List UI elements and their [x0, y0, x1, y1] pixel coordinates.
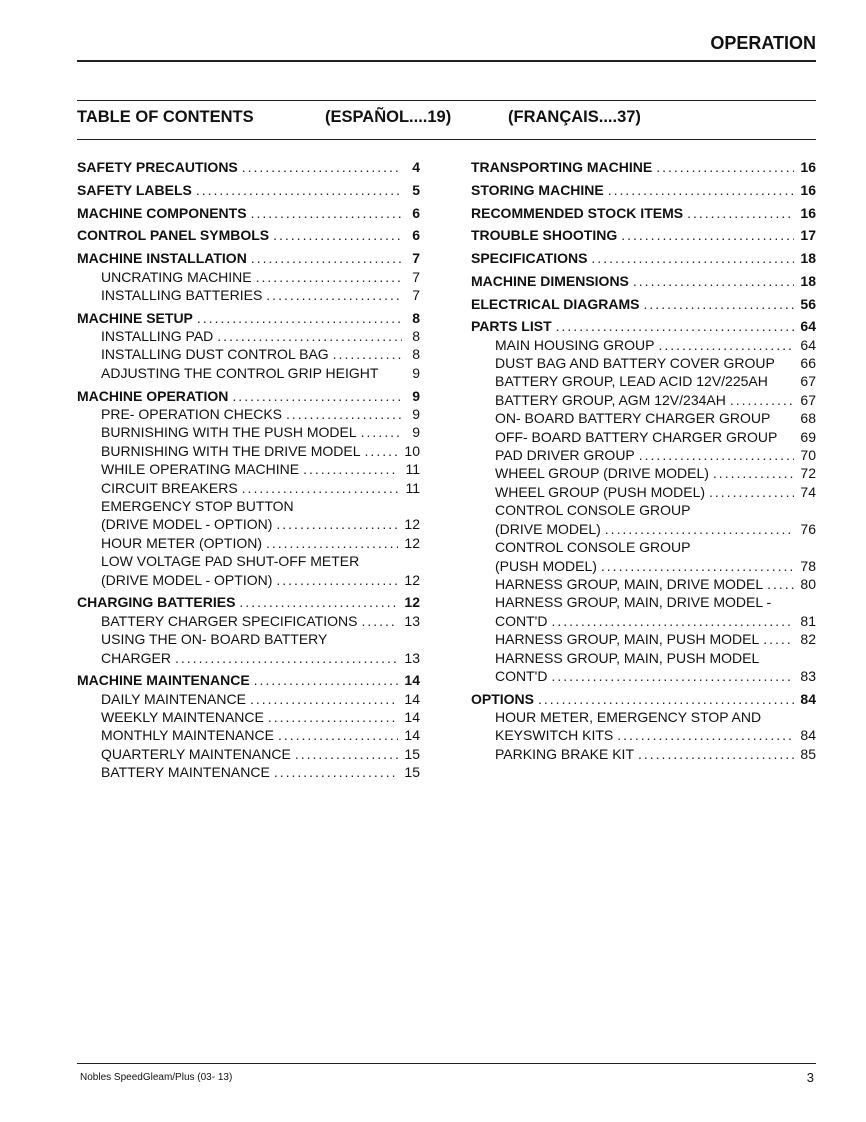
toc-page-number: 8: [412, 309, 420, 326]
toc-page-number: 6: [412, 227, 420, 244]
dot-leader: [251, 204, 402, 222]
toc-page-number: 12: [404, 571, 420, 588]
toc-entry-label-line: CONTROL CONSOLE GROUP: [495, 539, 691, 556]
toc-entry-label: RECOMMENDED STOCK ITEMS: [471, 204, 684, 221]
toc-page-number: 56: [800, 295, 816, 312]
toc-entry-label: BATTERY GROUP, AGM 12V/234AH: [495, 391, 726, 408]
toc-section-entry[interactable]: [471, 226, 816, 244]
toc-entry-label-line: CONTROL CONSOLE GROUP: [495, 502, 691, 519]
dot-leader: [591, 249, 794, 267]
dot-leader: [601, 557, 794, 575]
dot-leader: [658, 336, 794, 354]
dot-leader: [644, 295, 794, 313]
toc-subsection-entry[interactable]: [77, 286, 420, 304]
toc-subsection-entry[interactable]: [471, 483, 816, 501]
dot-leader: [276, 571, 398, 589]
toc-page-number: 14: [404, 709, 420, 726]
footer-page-number: 3: [806, 1070, 814, 1085]
toc-subsection-entry[interactable]: [77, 552, 420, 589]
toc-subsection-entry[interactable]: [77, 763, 420, 781]
dot-leader: [551, 612, 794, 630]
toc-subsection-entry[interactable]: [77, 345, 420, 363]
toc-section-entry[interactable]: [471, 272, 816, 290]
toc-entry-label: (PUSH MODEL): [495, 557, 597, 574]
toc-section-entry[interactable]: [77, 204, 420, 222]
toc-entry-label: PAD DRIVER GROUP: [495, 447, 635, 464]
dot-leader: [266, 286, 402, 304]
toc-page-number: 12: [404, 594, 420, 611]
toc-subsection-entry[interactable]: [77, 612, 420, 630]
dot-leader: [639, 446, 794, 464]
toc-subsection-entry[interactable]: [471, 428, 816, 446]
toc-subsection-entry[interactable]: [77, 690, 420, 708]
toc-entry-label: SAFETY LABELS: [77, 182, 192, 198]
dot-leader: [250, 690, 398, 708]
toc-page-number: 67: [800, 391, 816, 408]
toc-entry-label: INSTALLING PAD: [101, 328, 214, 345]
toc-section-entry[interactable]: [77, 181, 420, 199]
dot-leader: [242, 158, 402, 176]
toc-subsection-entry[interactable]: [471, 391, 816, 409]
toc-entry-label: INSTALLING DUST CONTROL BAG: [101, 346, 329, 363]
toc-entry-label: BATTERY CHARGER SPECIFICATIONS: [101, 612, 358, 629]
dot-leader: [254, 671, 398, 689]
toc-entry-label: MACHINE MAINTENANCE: [77, 672, 250, 689]
toc-page-number: 16: [800, 159, 816, 176]
toc-page-number: 66: [800, 355, 816, 372]
toc-subsection-entry[interactable]: [77, 479, 420, 497]
toc-subsection-entry[interactable]: [77, 442, 420, 460]
dot-leader: [266, 534, 398, 552]
footer-manual-title: Nobles SpeedGleam/Plus (03- 13): [80, 1072, 233, 1083]
dot-leader: [633, 272, 794, 290]
dot-leader: [286, 405, 402, 423]
toc-entry-label: SAFETY PRECAUTIONS: [77, 159, 238, 176]
toc-page-number: 80: [800, 575, 816, 592]
dot-leader: [687, 204, 794, 222]
toc-entry-label: HOUR METER (OPTION): [101, 534, 262, 551]
toc-entry-label-line: LOW VOLTAGE PAD SHUT-OFF METER: [101, 553, 360, 570]
dot-leader: [256, 268, 402, 286]
toc-subsection-entry[interactable]: [77, 726, 420, 744]
dot-leader: [232, 387, 402, 405]
toc-top-rule: [77, 100, 816, 101]
toc-page-number: 15: [404, 764, 420, 781]
toc-section-entry[interactable]: [77, 671, 420, 689]
toc-subsection-entry[interactable]: [471, 538, 816, 575]
dot-leader: [556, 317, 794, 335]
toc-entry-label: DAILY MAINTENANCE: [101, 690, 246, 707]
toc-subsection-entry[interactable]: [471, 372, 816, 390]
dot-leader: [251, 249, 402, 267]
toc-entry-label: WHEEL GROUP (PUSH MODEL): [495, 483, 706, 500]
toc-entry-label: (DRIVE MODEL - OPTION): [101, 516, 273, 533]
toc-entry-label: MACHINE OPERATION: [77, 387, 229, 404]
toc-section-entry[interactable]: [77, 249, 420, 267]
toc-entry-label: PARKING BRAKE KIT: [495, 745, 634, 762]
toc-subsection-entry[interactable]: [77, 534, 420, 552]
toc-page-number: 5: [412, 182, 420, 198]
toc-section-entry[interactable]: [471, 158, 816, 176]
toc-page-number: 9: [412, 424, 420, 441]
toc-right-column: [471, 154, 816, 763]
toc-entry-label: CONTROL PANEL SYMBOLS: [77, 227, 270, 244]
toc-page-number: 15: [404, 745, 420, 762]
dot-leader: [276, 515, 398, 533]
toc-entry-label: CHARGING BATTERIES: [77, 594, 236, 611]
toc-section-entry[interactable]: [471, 317, 816, 335]
toc-page-number: 76: [800, 520, 816, 537]
dot-leader: [551, 667, 794, 685]
toc-subsection-entry[interactable]: [471, 464, 816, 482]
dot-leader: [608, 181, 794, 199]
toc-subsection-entry[interactable]: [471, 501, 816, 538]
toc-subsection-entry[interactable]: [471, 593, 816, 630]
toc-entry-label: WEEKLY MAINTENANCE: [101, 709, 264, 726]
toc-subsection-entry[interactable]: [471, 630, 816, 648]
toc-entry-label: MACHINE INSTALLATION: [77, 250, 247, 267]
dot-leader: [361, 423, 402, 441]
toc-page-number: 72: [800, 465, 816, 482]
toc-page-number: 7: [412, 250, 420, 267]
toc-page-number: 69: [800, 428, 816, 445]
toc-page-number: 7: [412, 268, 420, 285]
toc-entry-label-line: EMERGENCY STOP BUTTON: [101, 497, 294, 514]
toc-entry-label: BATTERY MAINTENANCE: [101, 764, 270, 781]
dot-leader: [763, 630, 794, 648]
toc-subsection-entry[interactable]: [77, 497, 420, 534]
toc-entry-label: CHARGER: [101, 649, 172, 666]
toc-entry-label: UNCRATING MACHINE: [101, 268, 252, 285]
toc-entry-label: (DRIVE MODEL - OPTION): [101, 571, 273, 588]
toc-page-number: 14: [404, 672, 420, 689]
toc-entry-label: QUARTERLY MAINTENANCE: [101, 745, 291, 762]
dot-leader: [365, 442, 398, 460]
dot-leader: [175, 649, 398, 667]
dot-leader: [617, 726, 794, 744]
toc-entry-label: WHILE OPERATING MACHINE: [101, 461, 300, 478]
dot-leader: [217, 327, 402, 345]
dot-leader: [278, 726, 398, 744]
toc-section-entry[interactable]: [471, 181, 816, 199]
dot-leader: [730, 391, 794, 409]
toc-subsection-entry[interactable]: [77, 630, 420, 667]
toc-entry-label: MONTHLY MAINTENANCE: [101, 727, 274, 744]
toc-page-number: 7: [412, 286, 420, 303]
toc-entry-label: CIRCUIT BREAKERS: [101, 479, 238, 496]
toc-entry-label: MACHINE COMPONENTS: [77, 204, 247, 221]
dot-leader: [295, 745, 398, 763]
toc-page-number: 10: [404, 442, 420, 459]
toc-page-number: 14: [404, 727, 420, 744]
dot-leader: [274, 763, 398, 781]
toc-subsection-entry[interactable]: [471, 354, 816, 372]
toc-left-column: [77, 154, 420, 782]
espanol-link[interactable]: (ESPAÑOL....19): [325, 108, 452, 126]
toc-entry-label: HARNESS GROUP, MAIN, PUSH MODEL: [495, 631, 760, 648]
dot-leader: [638, 745, 794, 763]
toc-entry-label: DUST BAG AND BATTERY COVER GROUP: [495, 355, 775, 372]
toc-entry-label: PRE- OPERATION CHECKS: [101, 405, 282, 422]
toc-page-number: 8: [412, 346, 420, 363]
toc-page-number: 16: [800, 182, 816, 198]
dot-leader: [268, 708, 398, 726]
toc-page-number: 64: [800, 336, 816, 353]
dot-leader: [273, 226, 402, 244]
toc-subsection-entry[interactable]: [77, 460, 420, 478]
toc-entry-label: SPECIFICATIONS: [471, 250, 588, 267]
toc-subsection-entry[interactable]: [471, 708, 816, 745]
toc-subsection-entry[interactable]: [471, 745, 816, 763]
toc-entry-label: ELECTRICAL DIAGRAMS: [471, 295, 640, 312]
toc-page-number: 82: [800, 631, 816, 648]
toc-section-entry[interactable]: [471, 249, 816, 267]
section-title: OPERATION: [710, 33, 816, 53]
toc-entry-label: (DRIVE MODEL): [495, 520, 601, 537]
toc-page-number: 64: [800, 318, 816, 335]
toc-page-number: 8: [412, 328, 420, 345]
toc-page-number: 17: [800, 227, 816, 244]
toc-page-number: 11: [405, 461, 420, 478]
toc-entry-label: CONT'D: [495, 667, 548, 684]
dot-leader: [303, 460, 398, 478]
toc-entry-label: BATTERY GROUP, LEAD ACID 12V/225AH: [495, 373, 768, 390]
dot-leader: [239, 593, 398, 611]
toc-entry-label: OFF- BOARD BATTERY CHARGER GROUP: [495, 428, 778, 445]
toc-page-number: 84: [800, 727, 816, 744]
footer-rule: [77, 1063, 816, 1064]
dot-leader: [361, 612, 398, 630]
toc-section-entry[interactable]: [77, 593, 420, 611]
toc-entry-label-line: USING THE ON- BOARD BATTERY: [101, 631, 328, 648]
dot-leader: [713, 464, 794, 482]
toc-entry-label: WHEEL GROUP (DRIVE MODEL): [495, 465, 709, 482]
toc-section-entry[interactable]: [471, 295, 816, 313]
header-rule: [77, 60, 816, 62]
toc-subsection-entry[interactable]: [77, 708, 420, 726]
toc-entry-label: KEYSWITCH KITS: [495, 727, 614, 744]
toc-entry-label: BURNISHING WITH THE DRIVE MODEL: [101, 442, 361, 459]
toc-entry-label: TRANSPORTING MACHINE: [471, 159, 653, 176]
toc-entry-label-line: HOUR METER, EMERGENCY STOP AND: [495, 709, 762, 726]
toc-page-number: 81: [800, 612, 816, 629]
dot-leader: [767, 575, 794, 593]
dot-leader: [196, 181, 402, 199]
toc-subsection-entry[interactable]: [77, 423, 420, 441]
toc-page-number: 13: [404, 649, 420, 666]
toc-page-number: 83: [800, 667, 816, 684]
toc-subsection-entry[interactable]: [471, 409, 816, 427]
toc-entry-label: MAIN HOUSING GROUP: [495, 336, 655, 353]
toc-entry-label-line: HARNESS GROUP, MAIN, PUSH MODEL: [495, 649, 760, 666]
toc-entry-label: PARTS LIST: [471, 318, 552, 335]
toc-entry-label: HARNESS GROUP, MAIN, DRIVE MODEL: [495, 575, 764, 592]
toc-page-number: 74: [800, 483, 816, 500]
toc-page-number: 67: [800, 373, 816, 390]
toc-subsection-entry[interactable]: [471, 336, 816, 354]
dot-leader: [656, 158, 794, 176]
toc-entry-label: MACHINE SETUP: [77, 309, 193, 326]
toc-section-entry[interactable]: [471, 204, 816, 222]
dot-leader: [242, 479, 398, 497]
toc-page-number: 70: [800, 447, 816, 464]
dot-leader: [333, 345, 402, 363]
toc-page-number: 18: [800, 272, 816, 289]
toc-page-number: 18: [800, 250, 816, 267]
toc-page-number: 9: [412, 387, 420, 404]
toc-page-number: 14: [404, 690, 420, 707]
toc-page-number: 12: [404, 516, 420, 533]
toc-page-number: 11: [405, 479, 420, 496]
dot-leader: [621, 226, 794, 244]
francais-link[interactable]: (FRANÇAIS....37): [508, 108, 641, 126]
toc-page-number: 13: [404, 612, 420, 629]
toc-page-number: 84: [800, 690, 816, 707]
toc-page-number: 9: [412, 364, 420, 381]
toc-subsection-entry[interactable]: [471, 649, 816, 686]
toc-page-number: 68: [800, 410, 816, 427]
toc-page-number: 78: [800, 557, 816, 574]
toc-entry-label: MACHINE DIMENSIONS: [471, 272, 629, 289]
dot-leader: [538, 690, 794, 708]
toc-bottom-rule: [77, 139, 816, 140]
toc-entry-label: TROUBLE SHOOTING: [471, 227, 618, 244]
toc-section-entry[interactable]: [77, 387, 420, 405]
dot-leader: [709, 483, 794, 501]
toc-page-number: 9: [412, 405, 420, 422]
toc-entry-label-line: HARNESS GROUP, MAIN, DRIVE MODEL -: [495, 594, 772, 611]
toc-section-entry[interactable]: [77, 158, 420, 176]
toc-entry-label: CONT'D: [495, 612, 548, 629]
toc-subsection-entry[interactable]: [471, 575, 816, 593]
toc-subsection-entry[interactable]: [77, 268, 420, 286]
toc-section-entry[interactable]: [77, 309, 420, 327]
toc-page-number: 85: [800, 745, 816, 762]
toc-page-number: 12: [404, 534, 420, 551]
toc-page-number: 6: [412, 204, 420, 221]
toc-entry-label: OPTIONS: [471, 690, 535, 707]
toc-subsection-entry[interactable]: [471, 446, 816, 464]
toc-section-entry[interactable]: [471, 690, 816, 708]
toc-section-entry[interactable]: [77, 226, 420, 244]
toc-subsection-entry[interactable]: [77, 327, 420, 345]
toc-entry-label: BURNISHING WITH THE PUSH MODEL: [101, 424, 357, 441]
toc-page-number: 4: [412, 159, 420, 176]
toc-subsection-entry[interactable]: [77, 405, 420, 423]
toc-title: TABLE OF CONTENTS: [77, 108, 254, 126]
dot-leader: [605, 520, 794, 538]
toc-entry-label: ADJUSTING THE CONTROL GRIP HEIGHT: [101, 364, 379, 381]
toc-entry-label: STORING MACHINE: [471, 182, 604, 198]
toc-heading: [77, 108, 816, 132]
toc-page-number: 16: [800, 204, 816, 221]
dot-leader: [197, 309, 402, 327]
toc-entry-label: ON- BOARD BATTERY CHARGER GROUP: [495, 410, 771, 427]
toc-entry-label: INSTALLING BATTERIES: [101, 286, 263, 303]
toc-subsection-entry[interactable]: [77, 364, 420, 382]
toc-subsection-entry[interactable]: [77, 745, 420, 763]
